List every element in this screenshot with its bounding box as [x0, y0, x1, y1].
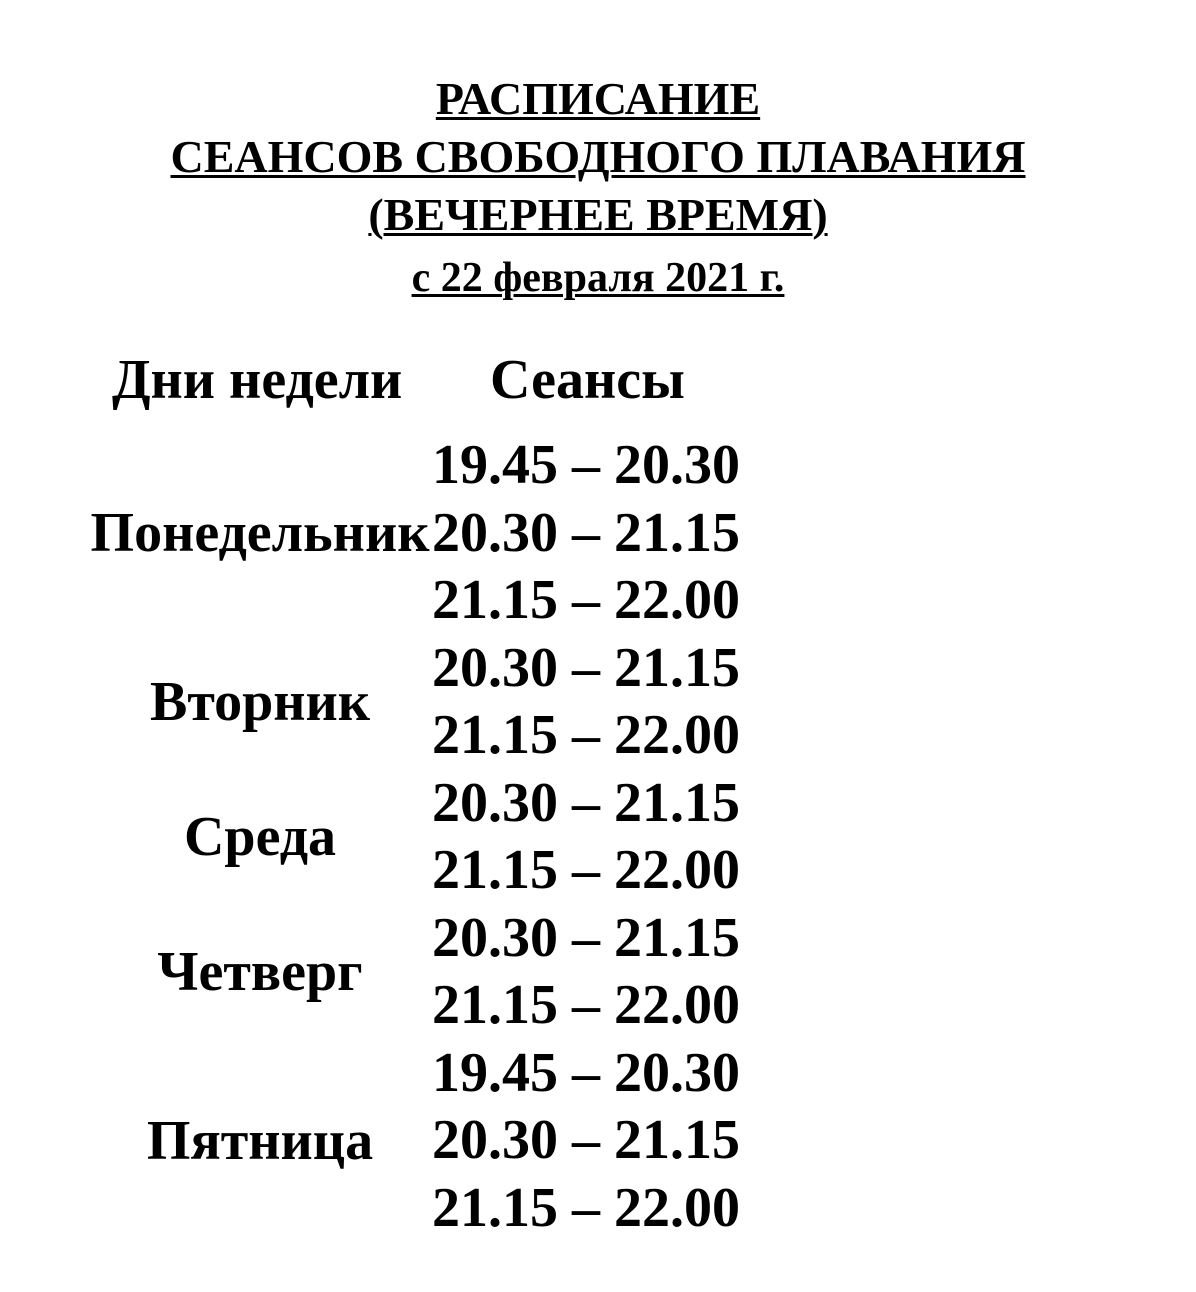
session-slot: 21.15 – 22.00 — [432, 1176, 740, 1239]
session-slot: 21.15 – 22.00 — [432, 569, 740, 631]
document-title — [0, 70, 1196, 310]
session-slot: 20.30 – 21.15 — [432, 636, 740, 699]
day-name: Вторник — [149, 671, 371, 733]
day-group-wednesday — [0, 770, 1196, 905]
day-group-monday — [0, 432, 1196, 635]
effective-date: с 22 февраля 2021 г. — [411, 255, 785, 301]
session-slot: 21.15 – 22.00 — [432, 974, 740, 1036]
day-name: Среда — [183, 806, 337, 868]
session-slot: 20.30 – 21.15 — [432, 906, 740, 969]
header-sessions: Сеансы — [490, 349, 685, 411]
day-name: Пятница — [146, 1109, 374, 1172]
title-line-3: (ВЕЧЕРНЕЕ ВРЕМЯ) — [368, 189, 828, 240]
day-name: Четверг — [157, 941, 363, 1003]
day-group-friday — [0, 1040, 1196, 1243]
session-slot: 21.15 – 22.00 — [432, 839, 740, 901]
session-slot: 19.45 – 20.30 — [432, 1041, 740, 1104]
session-slot: 20.30 – 21.15 — [432, 501, 740, 564]
session-slot: 21.15 – 22.00 — [432, 704, 740, 766]
title-line-1: РАСПИСАНИЕ — [435, 73, 761, 124]
schedule-table — [0, 432, 1196, 1242]
header-days: Дни недели — [112, 349, 403, 411]
day-group-tuesday — [0, 635, 1196, 770]
session-slot: 20.30 – 21.15 — [432, 771, 740, 834]
day-group-thursday — [0, 905, 1196, 1040]
day-name: Понедельник — [90, 502, 430, 565]
title-line-2: СЕАНСОВ СВОБОДНОГО ПЛАВАНИЯ — [170, 131, 1026, 182]
session-slot: 20.30 – 21.15 — [432, 1109, 740, 1171]
session-slot: 19.45 – 20.30 — [432, 434, 740, 496]
